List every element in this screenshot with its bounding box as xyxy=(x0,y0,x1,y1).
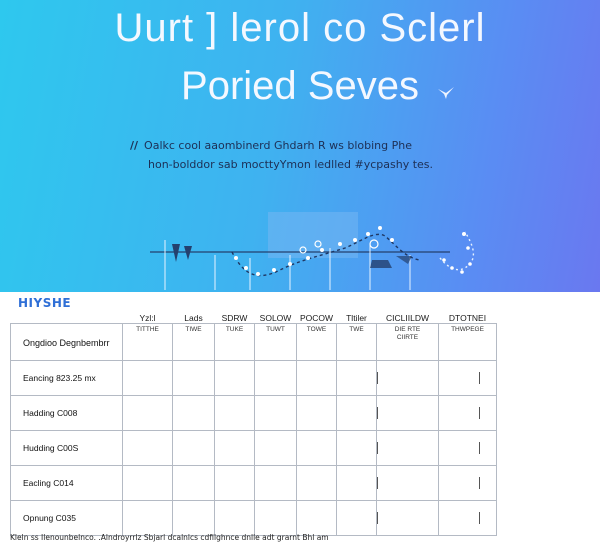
table-row[interactable] xyxy=(11,361,497,396)
column-header[interactable]: CICLIILDW xyxy=(377,312,439,324)
column-header xyxy=(11,312,123,324)
column-header[interactable]: POCOW xyxy=(297,312,337,324)
cell-marker xyxy=(377,512,378,524)
table-cell[interactable] xyxy=(377,501,439,536)
data-table xyxy=(10,312,497,536)
cell-marker xyxy=(377,372,378,384)
column-subheader: THWPEGE xyxy=(439,324,497,361)
table-cell[interactable] xyxy=(297,396,337,431)
table-cell[interactable] xyxy=(255,396,297,431)
table-cell[interactable] xyxy=(123,466,173,501)
tagline-line1: Oalkc cool aaombinerd Ghdarh R ws blobing Phe xyxy=(144,139,412,152)
hero-title-line1: Uurt ] lerol co Sclerl xyxy=(114,6,486,50)
panel-title: HIYSHE xyxy=(18,296,72,310)
table-header-row xyxy=(11,312,497,324)
cell-marker xyxy=(377,477,378,489)
table-cell[interactable] xyxy=(377,431,439,466)
cell-marker xyxy=(479,372,480,384)
table-cell[interactable] xyxy=(123,396,173,431)
table-row[interactable] xyxy=(11,431,497,466)
column-subheader: DIE RTE CIIRTE xyxy=(377,324,439,361)
table-cell[interactable] xyxy=(377,466,439,501)
table-cell[interactable] xyxy=(255,466,297,501)
table-cell[interactable] xyxy=(215,396,255,431)
header-row-label: Ongdioo Degnbembrr xyxy=(11,324,123,361)
table-subheader-row xyxy=(11,324,497,361)
hero-tagline xyxy=(130,136,550,174)
column-subheader: TIWE xyxy=(173,324,215,361)
table-cell[interactable] xyxy=(297,466,337,501)
table-cell[interactable] xyxy=(337,466,377,501)
table-cell[interactable] xyxy=(173,501,215,536)
table-cell[interactable] xyxy=(337,431,377,466)
table-cell[interactable] xyxy=(439,431,497,466)
row-label: Hudding C00S xyxy=(11,431,123,466)
column-subheader: TUKE xyxy=(215,324,255,361)
table-cell[interactable] xyxy=(123,431,173,466)
table-cell[interactable] xyxy=(215,466,255,501)
row-label: Hadding C008 xyxy=(11,396,123,431)
column-header[interactable]: Tltiler xyxy=(337,312,377,324)
table-cell[interactable] xyxy=(173,466,215,501)
table-cell[interactable] xyxy=(215,361,255,396)
table-cell[interactable] xyxy=(337,361,377,396)
table-cell[interactable] xyxy=(123,501,173,536)
table-cell[interactable] xyxy=(439,361,497,396)
column-header[interactable]: DTOTNEI xyxy=(439,312,497,324)
sparkle-icon xyxy=(437,86,455,100)
column-header[interactable]: SOLOW xyxy=(255,312,297,324)
column-header[interactable]: SDRW xyxy=(215,312,255,324)
cell-marker xyxy=(479,407,480,419)
table-row[interactable] xyxy=(11,466,497,501)
column-subheader: TITTHE xyxy=(123,324,173,361)
table-cell[interactable] xyxy=(123,361,173,396)
table-cell[interactable] xyxy=(297,361,337,396)
footnote: Kleln ss Ilenounbelnco. .Alndroyrrlz Sbjarl dcalnlcs cdfilghnce dnlle adt grarnt Bhl am xyxy=(10,533,329,542)
table-cell[interactable] xyxy=(439,501,497,536)
column-header[interactable]: Lads xyxy=(173,312,215,324)
row-label: Eancing 823.25 mx xyxy=(11,361,123,396)
decorative-line-illustration xyxy=(0,200,600,292)
column-subheader: TUWT xyxy=(255,324,297,361)
table-cell[interactable] xyxy=(377,396,439,431)
table-cell[interactable] xyxy=(215,501,255,536)
double-slash-icon: // xyxy=(130,139,139,152)
table-cell[interactable] xyxy=(255,431,297,466)
cell-marker xyxy=(479,512,480,524)
table-cell[interactable] xyxy=(297,431,337,466)
table-row[interactable] xyxy=(11,501,497,536)
column-header[interactable]: Yzl:l xyxy=(123,312,173,324)
table-cell[interactable] xyxy=(173,361,215,396)
table-row[interactable] xyxy=(11,396,497,431)
table-cell[interactable] xyxy=(215,431,255,466)
column-subheader: TWE xyxy=(337,324,377,361)
row-label: Eacling C014 xyxy=(11,466,123,501)
cell-marker xyxy=(479,442,480,454)
table-cell[interactable] xyxy=(439,466,497,501)
hero-title-line2: Poried Seves xyxy=(181,64,419,108)
table-cell[interactable] xyxy=(439,396,497,431)
cell-marker xyxy=(377,442,378,454)
data-table-panel xyxy=(0,292,600,543)
table-cell[interactable] xyxy=(255,501,297,536)
table-cell[interactable] xyxy=(337,501,377,536)
row-label: Opnung C035 xyxy=(11,501,123,536)
table-cell[interactable] xyxy=(337,396,377,431)
table-cell[interactable] xyxy=(377,361,439,396)
cell-marker xyxy=(377,407,378,419)
tagline-line2: hon-bolddor sab mocttyYmon ledlled #ycpashy tes. xyxy=(148,158,434,171)
table-cell[interactable] xyxy=(297,501,337,536)
cell-marker xyxy=(479,477,480,489)
column-subheader: TOWE xyxy=(297,324,337,361)
table-cell[interactable] xyxy=(255,361,297,396)
table-cell[interactable] xyxy=(173,396,215,431)
table-cell[interactable] xyxy=(173,431,215,466)
